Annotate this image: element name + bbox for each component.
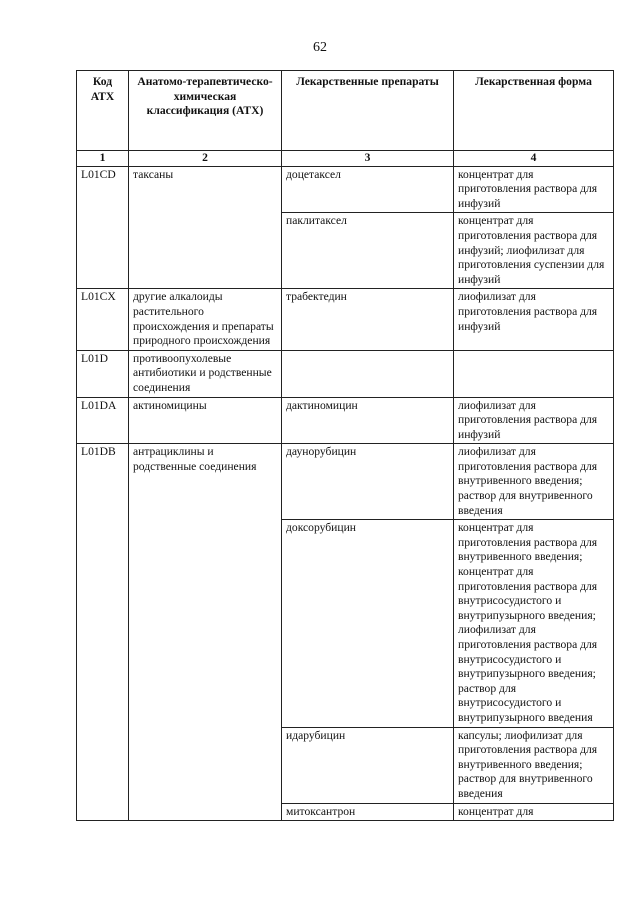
atc-class-cell: антрациклины и родственные соединения <box>129 444 282 520</box>
form-cell: концентрат для приготовления раствора для внутривенного введения; концентрат для приготовления раствора для внутрисосудистого и внутрипузырного введения; лиофилизат для приготовления раствора для внутрисосудистого и внутрипузырного введения; раствор для внутрисосудистого и внутрипузырного введения <box>454 520 614 727</box>
header-dosage-form: Лекарственная форма <box>454 71 614 151</box>
drug-cell: доцетаксел <box>282 166 454 213</box>
form-cell <box>454 350 614 397</box>
column-number-row <box>77 151 614 167</box>
table-row <box>77 350 614 397</box>
atc-code-cell <box>77 803 129 821</box>
column-number: 3 <box>282 151 454 167</box>
atc-code-cell: L01D <box>77 350 129 397</box>
atc-class-cell <box>129 803 282 821</box>
drug-cell: дактиномицин <box>282 397 454 444</box>
form-cell: лиофилизат для приготовления раствора для инфузий <box>454 397 614 444</box>
atc-code-cell: L01CX <box>77 289 129 350</box>
atc-class-cell: таксаны <box>129 166 282 213</box>
drug-cell: митоксантрон <box>282 803 454 821</box>
form-cell: концентрат для приготовления раствора для инфузий; лиофилизат для приготовления суспензии для инфузий <box>454 213 614 289</box>
drug-cell <box>282 350 454 397</box>
table-row <box>77 289 614 350</box>
atc-class-cell <box>129 520 282 727</box>
atc-drug-table <box>76 70 614 821</box>
column-number: 4 <box>454 151 614 167</box>
column-number: 2 <box>129 151 282 167</box>
drug-cell: идарубицин <box>282 727 454 803</box>
form-cell: концентрат для <box>454 803 614 821</box>
drug-cell: паклитаксел <box>282 213 454 289</box>
atc-class-cell: актиномицины <box>129 397 282 444</box>
atc-code-cell <box>77 213 129 289</box>
atc-class-cell: противоопухолевые антибиотики и родственные соединения <box>129 350 282 397</box>
form-cell: лиофилизат для приготовления раствора для внутривенного введения; раствор для внутривенного введения <box>454 444 614 520</box>
table-row <box>77 213 614 289</box>
atc-code-cell: L01CD <box>77 166 129 213</box>
table-row <box>77 520 614 727</box>
atc-code-cell: L01DA <box>77 397 129 444</box>
header-drugs: Лекарственные препараты <box>282 71 454 151</box>
page-number: 62 <box>313 40 327 55</box>
atc-class-cell <box>129 213 282 289</box>
table-row <box>77 727 614 803</box>
table-row <box>77 397 614 444</box>
atc-class-cell <box>129 727 282 803</box>
form-cell: капсулы; лиофилизат для приготовления раствора для внутривенного введения; раствор для внутривенного введения <box>454 727 614 803</box>
atc-class-cell: другие алкалоиды растительного происхождения и препараты природного происхождения <box>129 289 282 350</box>
column-number: 1 <box>77 151 129 167</box>
table-header-row <box>77 71 614 151</box>
drug-cell: доксорубицин <box>282 520 454 727</box>
atc-code-cell <box>77 520 129 727</box>
table-row <box>77 166 614 213</box>
table-row <box>77 803 614 821</box>
atc-code-cell: L01DB <box>77 444 129 520</box>
table-row <box>77 444 614 520</box>
atc-code-cell <box>77 727 129 803</box>
header-atc-code: Код АТХ <box>77 71 129 151</box>
header-atc-classification: Анатомо-терапевтическо-химическая классификация (АТХ) <box>129 71 282 151</box>
drug-cell: даунорубицин <box>282 444 454 520</box>
drug-cell: трабектедин <box>282 289 454 350</box>
form-cell: концентрат для приготовления раствора для инфузий <box>454 166 614 213</box>
form-cell: лиофилизат для приготовления раствора для инфузий <box>454 289 614 350</box>
